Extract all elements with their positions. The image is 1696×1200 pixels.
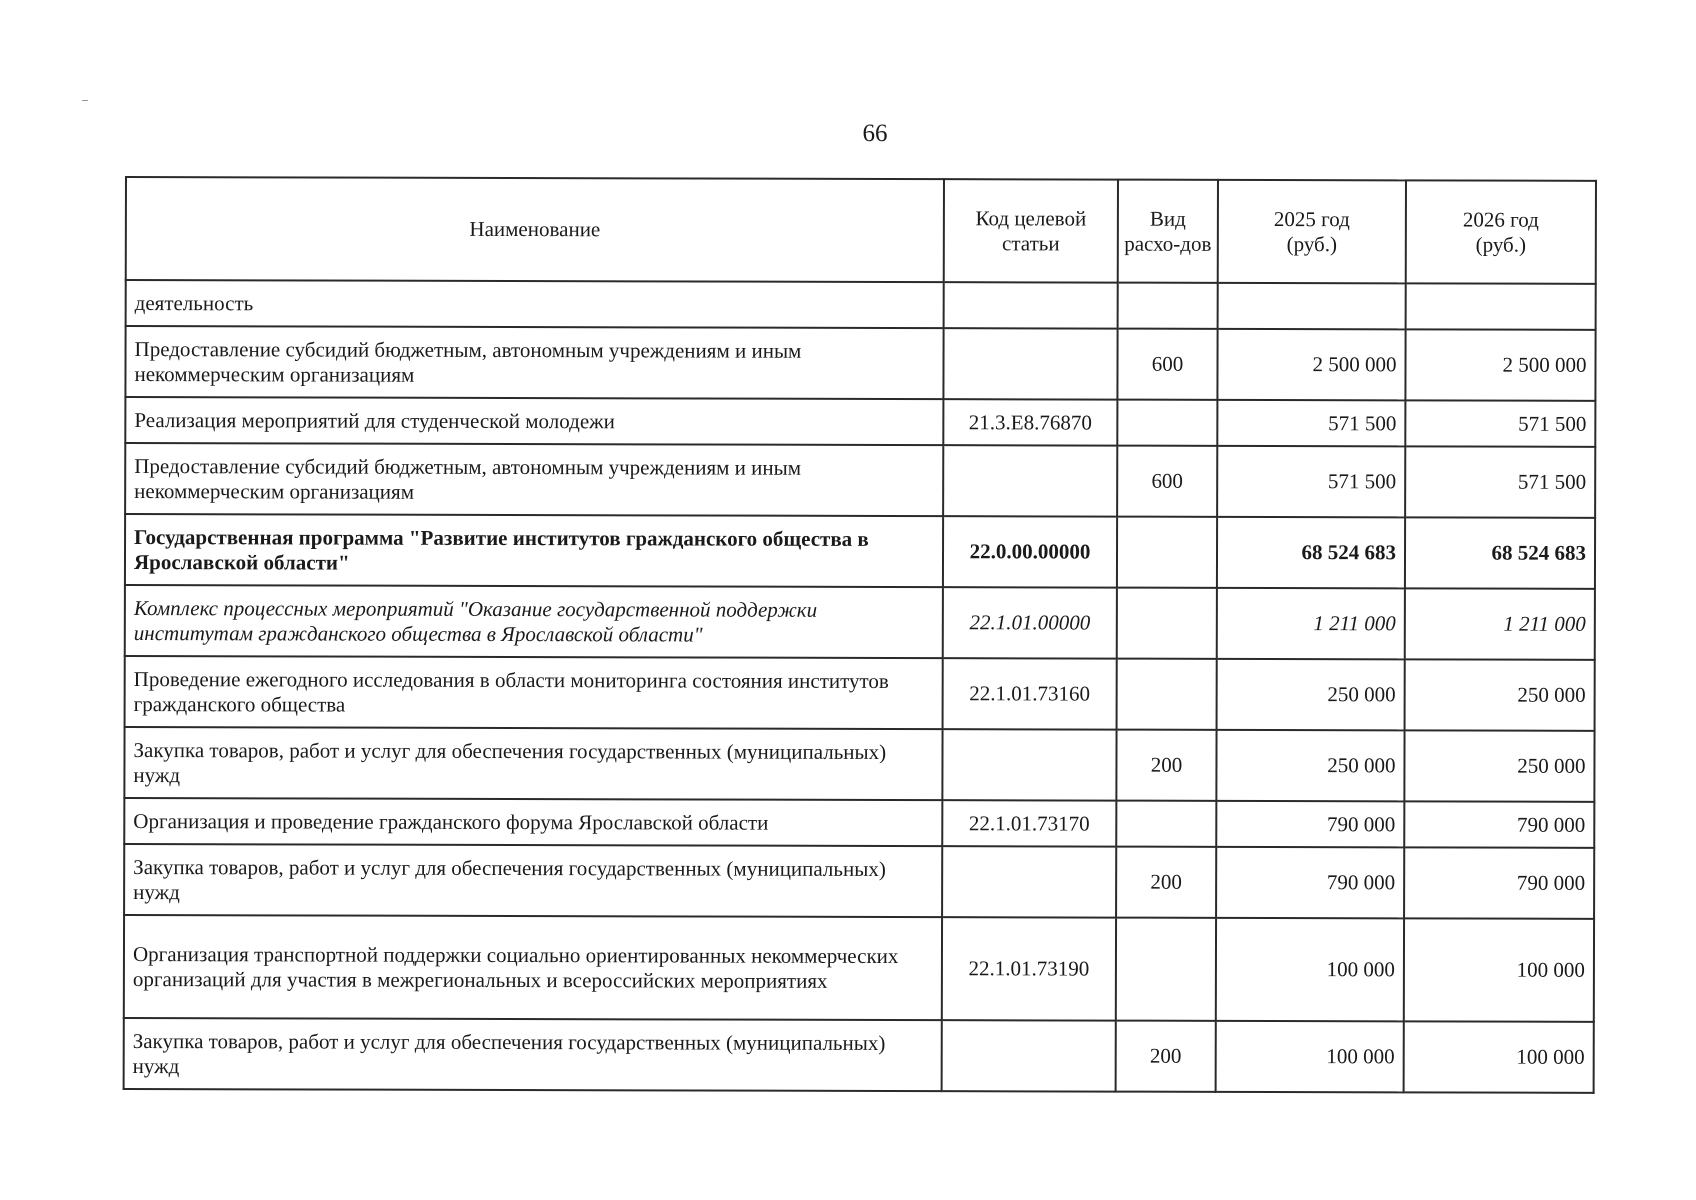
page-number: 66 xyxy=(862,120,888,147)
row-name-cell: Организация и проведение гражданского форума Ярославской области xyxy=(124,798,942,846)
row-2026-cell: 571 500 xyxy=(1405,446,1595,517)
row-2025-cell: 100 000 xyxy=(1216,918,1404,1021)
row-code-cell xyxy=(942,846,1116,917)
row-name-cell: Реализация мероприятий для студенческой молодежи xyxy=(125,397,943,445)
row-2026-cell: 100 000 xyxy=(1404,918,1594,1021)
table-row xyxy=(125,326,1595,401)
row-type-cell: 200 xyxy=(1116,847,1216,918)
table-row xyxy=(124,727,1594,802)
row-2025-cell: 2 500 000 xyxy=(1217,329,1405,400)
table-row xyxy=(125,397,1595,447)
row-code-cell xyxy=(943,445,1117,516)
budget-table xyxy=(123,176,1597,1094)
row-type-cell xyxy=(1117,517,1217,588)
row-2026-cell: 250 000 xyxy=(1404,730,1594,801)
row-name-cell: Государственная программа "Развитие институтов гражданского общества в Ярославской области" xyxy=(125,514,943,587)
row-2026-cell: 68 524 683 xyxy=(1405,517,1595,588)
row-2026-cell: 790 000 xyxy=(1404,801,1594,847)
row-2026-cell xyxy=(1406,283,1596,329)
row-code-cell xyxy=(942,729,1116,800)
row-name-cell: Закупка товаров, работ и услуг для обеспечения государственных (муниципальных) нужд xyxy=(124,1018,942,1091)
row-type-cell xyxy=(1116,801,1216,847)
row-2025-cell: 250 000 xyxy=(1217,659,1405,730)
header-type: Вид расхо-дов xyxy=(1118,180,1218,283)
row-code-cell: 22.1.01.73170 xyxy=(942,800,1116,846)
row-code-cell: 21.3.Е8.76870 xyxy=(943,399,1117,445)
table-row xyxy=(124,1018,1594,1093)
row-2025-cell: 571 500 xyxy=(1217,446,1405,517)
row-code-cell xyxy=(944,282,1118,328)
row-2026-cell: 1 211 000 xyxy=(1405,588,1595,659)
row-code-cell: 22.1.01.73160 xyxy=(943,658,1117,729)
row-type-cell xyxy=(1117,400,1217,446)
row-name-cell: Организация транспортной поддержки социально ориентированных некоммерческих организаций для участия в межрегиональных и всероссийских мероприятиях xyxy=(124,915,942,1020)
row-name-cell: Проведение ежегодного исследования в области мониторинга состояния институтов гражданского общества xyxy=(125,656,943,729)
row-code-cell: 22.1.01.00000 xyxy=(943,587,1117,658)
row-2025-cell: 790 000 xyxy=(1216,801,1404,847)
table-row xyxy=(126,280,1596,330)
row-2026-cell: 100 000 xyxy=(1404,1021,1594,1092)
row-code-cell: 22.0.00.00000 xyxy=(943,516,1117,587)
header-code: Код целевой статьи xyxy=(944,179,1118,282)
table-row xyxy=(125,656,1595,731)
row-type-cell xyxy=(1118,283,1218,329)
row-type-cell xyxy=(1117,588,1217,659)
table-row xyxy=(125,443,1595,518)
row-name-cell: Комплекс процессных мероприятий "Оказание государственной поддержки институтам гражданского общества в Ярославской области" xyxy=(125,585,943,658)
row-2025-cell: 68 524 683 xyxy=(1217,517,1405,588)
header-2026: 2026 год (руб.) xyxy=(1406,180,1596,283)
header-2025: 2025 год (руб.) xyxy=(1218,180,1406,283)
table-row xyxy=(124,798,1594,848)
header-name: Наименование xyxy=(126,177,944,282)
row-2025-cell: 250 000 xyxy=(1216,730,1404,801)
scan-mark xyxy=(82,100,88,101)
row-code-cell xyxy=(942,1020,1116,1091)
row-name-cell: Предоставление субсидий бюджетным, автономным учреждениям и иным некоммерческим организациям xyxy=(125,326,943,399)
row-type-cell: 200 xyxy=(1116,730,1216,801)
table-row xyxy=(125,514,1595,589)
table-row xyxy=(124,915,1594,1022)
row-type-cell: 600 xyxy=(1117,329,1217,400)
row-name-cell: деятельность xyxy=(126,280,944,328)
table-row xyxy=(124,844,1594,919)
row-name-cell: Закупка товаров, работ и услуг для обеспечения государственных (муниципальных) нужд xyxy=(124,844,942,917)
table-header-row xyxy=(126,177,1596,284)
row-2025-cell: 790 000 xyxy=(1216,847,1404,918)
row-type-cell xyxy=(1116,918,1216,1021)
row-2025-cell: 100 000 xyxy=(1216,1021,1404,1092)
row-2026-cell: 2 500 000 xyxy=(1405,329,1595,400)
row-2026-cell: 250 000 xyxy=(1405,659,1595,730)
row-code-cell: 22.1.01.73190 xyxy=(942,917,1116,1020)
row-2025-cell xyxy=(1218,283,1406,329)
row-2025-cell: 1 211 000 xyxy=(1217,588,1405,659)
row-name-cell: Предоставление субсидий бюджетным, автономным учреждениям и иным некоммерческим организациям xyxy=(125,443,943,516)
row-type-cell xyxy=(1117,659,1217,730)
row-code-cell xyxy=(943,328,1117,399)
table-row xyxy=(125,585,1595,660)
row-type-cell: 200 xyxy=(1116,1021,1216,1092)
row-2026-cell: 790 000 xyxy=(1404,847,1594,918)
row-type-cell: 600 xyxy=(1117,446,1217,517)
row-2025-cell: 571 500 xyxy=(1217,400,1405,446)
row-2026-cell: 571 500 xyxy=(1405,400,1595,446)
table-body xyxy=(124,280,1596,1093)
row-name-cell: Закупка товаров, работ и услуг для обеспечения государственных (муниципальных) нужд xyxy=(124,727,942,800)
